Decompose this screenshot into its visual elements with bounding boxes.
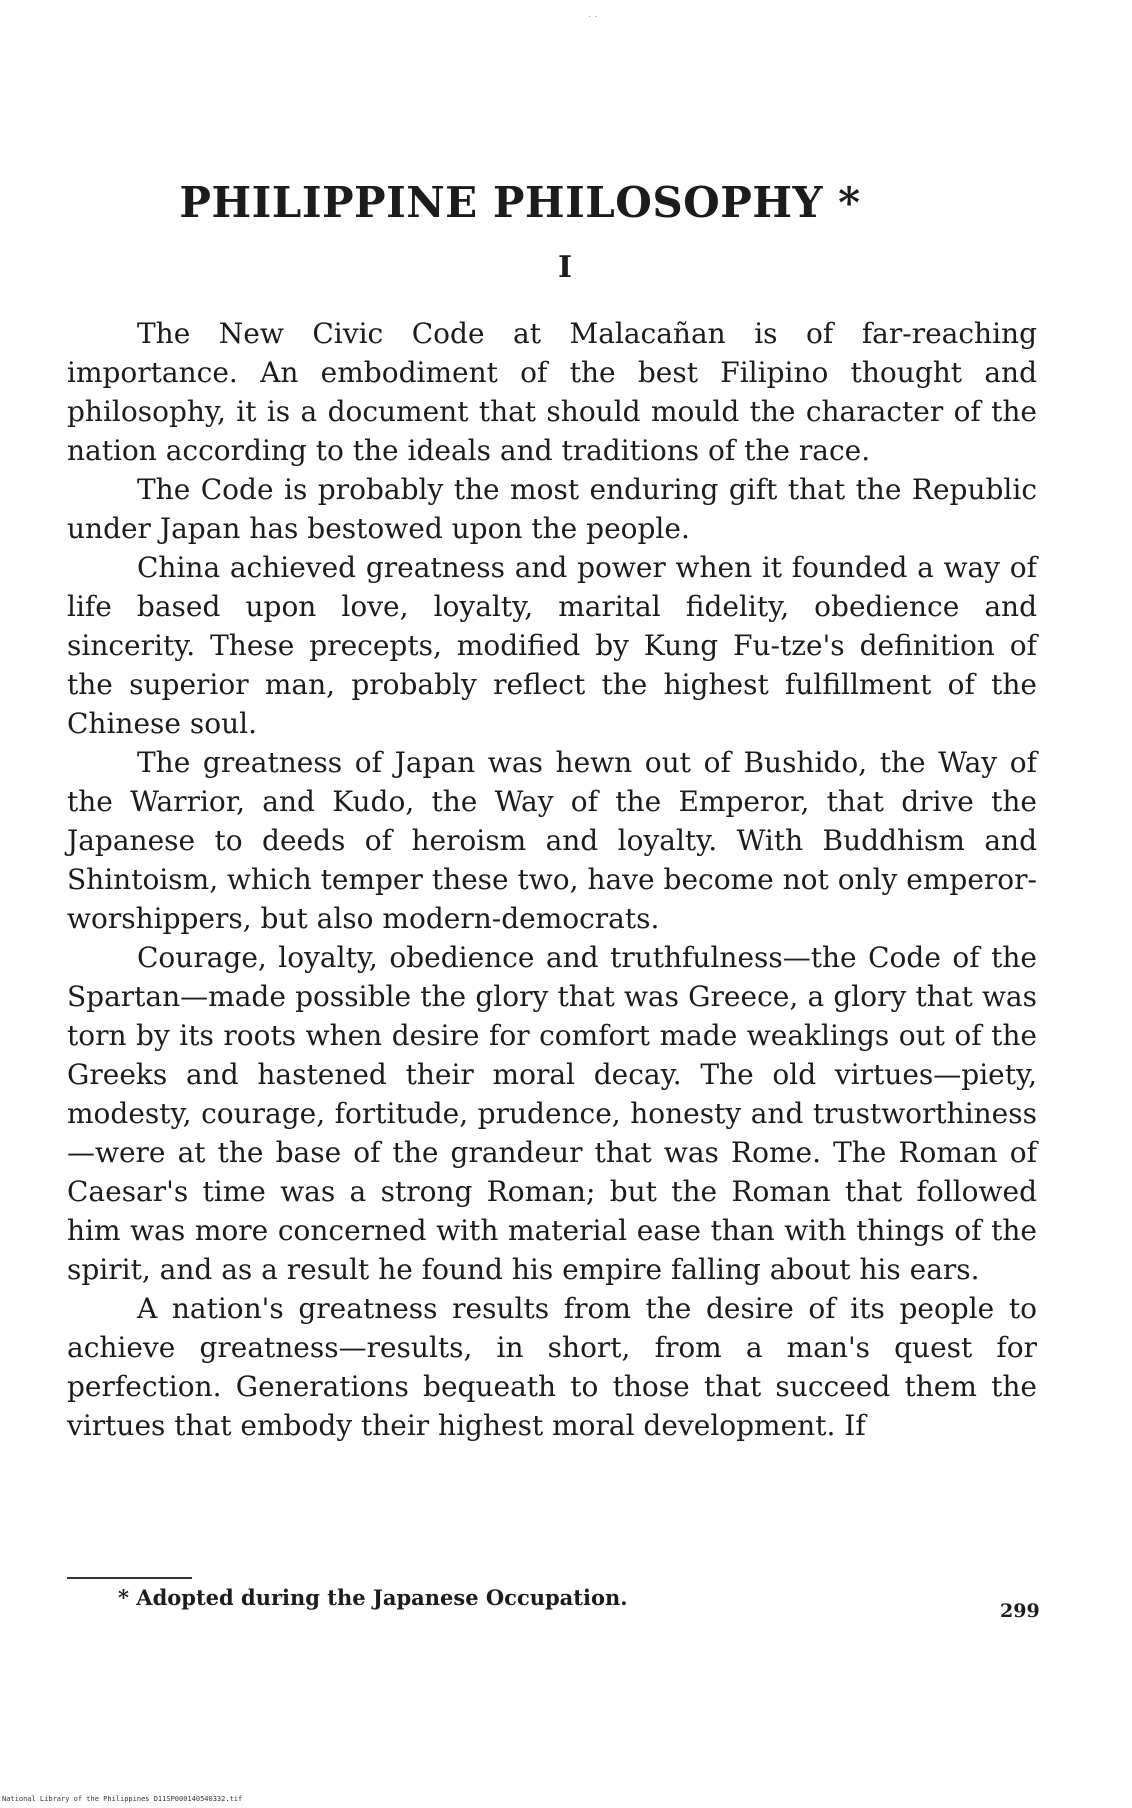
footnote: * Adopted during the Japanese Occupation. xyxy=(118,1585,628,1610)
scan-caption: National Library of the Philippines D11SP000140540332.tif xyxy=(2,1795,243,1803)
paragraph-4: The greatness of Japan was hewn out of Bushido, the Way of the Warrior, and Kudo, the Way of the Emperor, that drive the Japanese to deeds of heroism and loyalty. With Buddhism and Shintoism, which temper these two, have become not only emperor-worshippers, but also modern-democrats. xyxy=(67,746,1037,935)
section-number: I xyxy=(557,250,573,285)
page-number: 299 xyxy=(1000,1600,1040,1622)
paragraph-2: The Code is probably the most enduring gift that the Republic under Japan has bestowed upon the people. xyxy=(67,473,1037,545)
paragraph-1: The New Civic Code at Malacañan is of far-reaching importance. An embodiment of the best Filipino thought and philosophy, it is a document that should mould the character of the nation according to the ideals and traditions of the race. xyxy=(67,317,1037,467)
body-text xyxy=(67,314,1037,1445)
scan-speck: · · xyxy=(588,12,598,23)
paragraph-3: China achieved greatness and power when it founded a way of life based upon love, loyalty, marital fidelity, obedience and sincerity. These precepts, modified by Kung Fu-tze's definition of the superior man, probably reflect the highest fulfillment of the Chinese soul. xyxy=(67,551,1037,740)
paragraph-6: A nation's greatness results from the desire of its people to achieve greatness—results, in short, from a man's quest for perfection. Generations bequeath to those that succeed them the virtues that embody their highest moral development. If xyxy=(67,1292,1037,1442)
paragraph-5: Courage, loyalty, obedience and truthfulness—the Code of the Spartan—made possible the glory that was Greece, a glory that was torn by its roots when desire for comfort made weaklings out of the Greeks and hastened their moral decay. The old virtues—piety, modesty, courage, fortitude, prudence, honesty and trustworthiness—were at the base of the grandeur that was Rome. The Roman of Caesar's time was a strong Roman; but the Roman that followed him was more concerned with material ease than with things of the spirit, and as a result he found his empire falling about his ears. xyxy=(67,941,1037,1286)
footnote-divider xyxy=(67,1577,192,1579)
page-title: PHILIPPINE PHILOSOPHY * xyxy=(179,178,861,227)
